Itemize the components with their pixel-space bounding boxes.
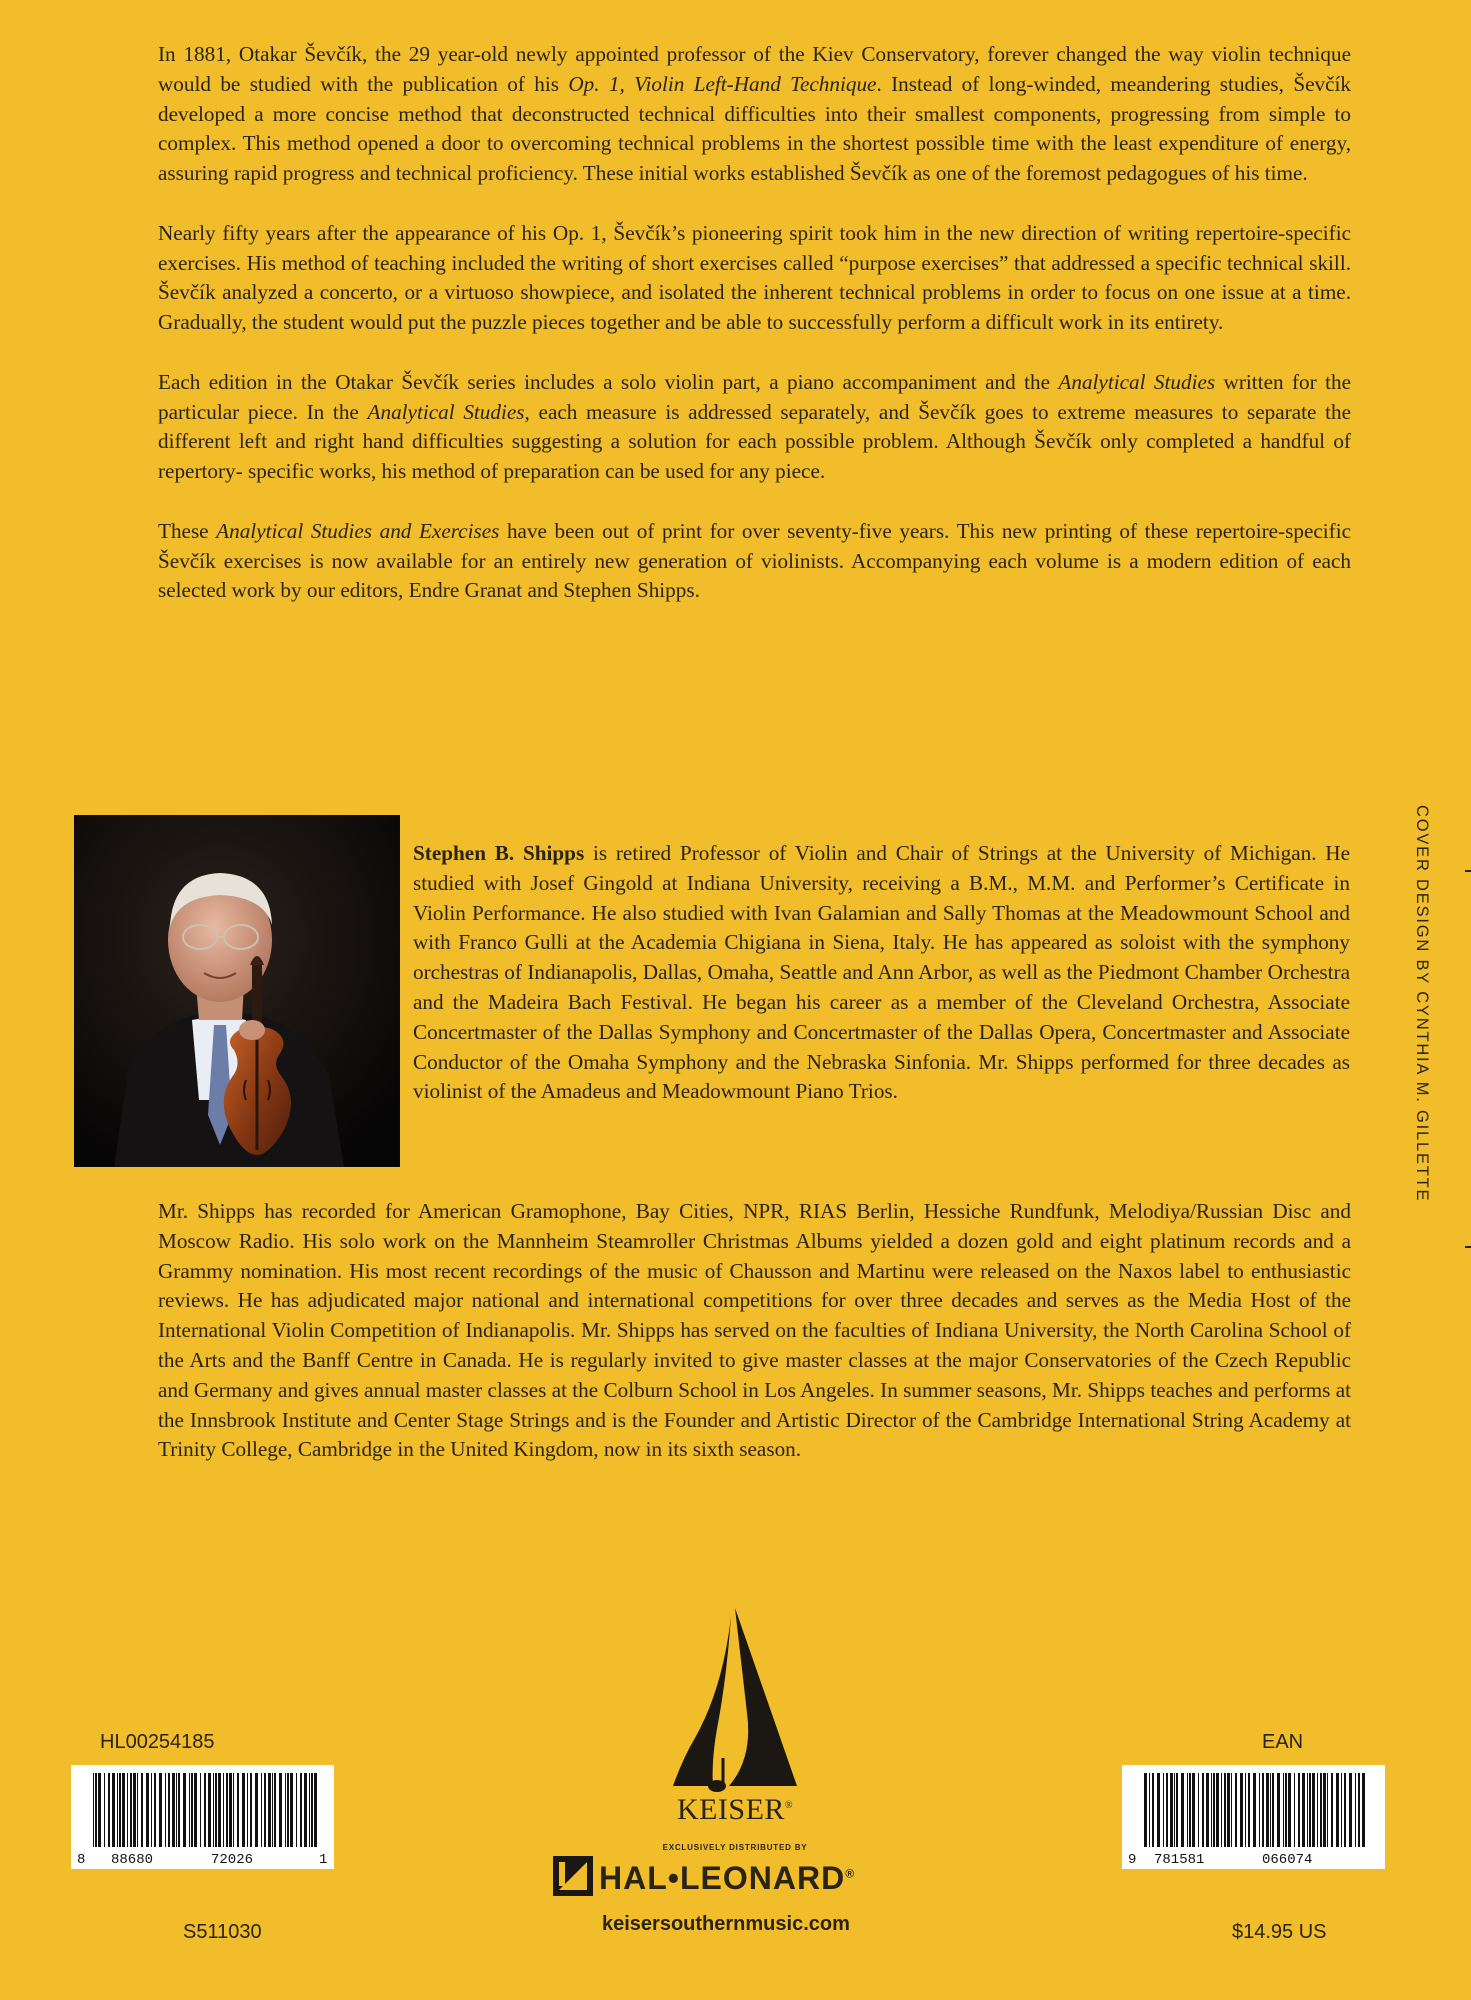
barcode-bar [146, 1773, 149, 1847]
barcode-bar [95, 1773, 97, 1847]
barcode-bar [242, 1773, 245, 1847]
barcode-bar [183, 1773, 186, 1847]
barcode-bar [1317, 1773, 1318, 1847]
barcode-digit: 066074 [1262, 1852, 1313, 1868]
barcode-bar [1149, 1773, 1150, 1847]
barcode-digit: 72026 [211, 1852, 254, 1868]
barcode-bar [247, 1773, 248, 1847]
barcode-bar [261, 1773, 262, 1847]
barcode-bar [200, 1773, 201, 1847]
barcode-bar [215, 1773, 217, 1847]
price: $14.95 US [1232, 1921, 1327, 1943]
barcode-bar [1224, 1773, 1226, 1847]
barcode-bar [189, 1773, 190, 1847]
barcode-bar [1358, 1773, 1360, 1847]
barcode-bar [137, 1773, 138, 1847]
barcode-digit: 1 [319, 1852, 328, 1868]
barcode-bar [1362, 1773, 1365, 1847]
barcode-bar [1211, 1773, 1212, 1847]
barcode-bar [268, 1773, 271, 1847]
barcode-bar [1181, 1773, 1184, 1847]
barcode-bar [208, 1773, 211, 1847]
barcode-bar [1262, 1773, 1264, 1847]
barcode-bar [1309, 1773, 1311, 1847]
barcode-bar [218, 1773, 221, 1847]
barcode-bar [122, 1773, 125, 1847]
barcode-bar [1266, 1773, 1269, 1847]
barcode-bar [1216, 1773, 1219, 1847]
barcode-bar [112, 1773, 115, 1847]
barcode-bar [1336, 1773, 1339, 1847]
barcode-bar [1187, 1773, 1188, 1847]
barcode-bar [172, 1773, 175, 1847]
barcode-bar [104, 1773, 105, 1847]
barcode-bar [285, 1773, 286, 1847]
intro-paragraph-4: These Analytical Studies and Exercises have been out of print for over seventy-five years. This new printing of these repertoire-specific Ševčík exercises is now available for an entirely new generation of violinists. Accompanying each volume is a modern edition of each selected work by our editors, Endre Granat and Stephen Shipps. [158, 518, 1351, 603]
barcode-bar [176, 1773, 177, 1847]
barcode-bar [250, 1773, 252, 1847]
barcode-bar [165, 1773, 166, 1847]
barcode-bar [1320, 1773, 1322, 1847]
barcode-bar [1349, 1773, 1352, 1847]
barcode-bar [1248, 1773, 1250, 1847]
intro-paragraph-3: Each edition in the Otakar Ševčík series includes a solo violin part, a piano accompaniment and the Analytical Studies written for the particular piece. In the Analytical Studies, each measure is addressed separately, and Ševčík goes to extreme measures to separate the different left and right hand difficulties suggesting a solution for each possible problem. Although Ševčík only completed a handful of repertory- specific works, his method of preparation can be used for any piece. [158, 369, 1351, 484]
barcode-bar [1285, 1773, 1287, 1847]
hal-leonard-wordmark: HAL•LEONARD® [599, 1860, 856, 1896]
barcode-bar [1206, 1773, 1209, 1847]
distributed-by: EXCLUSIVELY DISTRIBUTED BY [662, 1843, 808, 1852]
barcode-bar [154, 1773, 156, 1847]
barcode-bar [229, 1773, 232, 1847]
barcode-bar [194, 1773, 197, 1847]
barcode-bar [1288, 1773, 1291, 1847]
barcode-bar [237, 1773, 239, 1847]
barcode-bar [1259, 1773, 1260, 1847]
barcode-bar [213, 1773, 214, 1847]
author-name: Stephen B. Shipps [413, 841, 585, 865]
barcode-bar [1202, 1773, 1204, 1847]
barcode-bar [300, 1773, 302, 1847]
barcode-bar [119, 1773, 121, 1847]
barcode-bar [191, 1773, 193, 1847]
author-bio-continued: Mr. Shipps has recorded for American Gramophone, Bay Cities, NPR, RIAS Berlin, Hessiche Rundfunk, Melodiya/Russian Disc and Moscow Radio. His solo work on the Mannheim Steamroller Christmas Albums yielded a dozen gold and eight platinum records and a Grammy nomination. His most recent recordings of the music of Chausson and Martinu were released on the Naxos label to enthusiastic reviews. He has adjudicated major national and international competitions for over three decades and serves as the Media Host of the International Violin Competition of Indianapolis. Mr. Shipps has served on the faculties of Indiana University, the North Carolina School of the Arts and the Banff Centre in Canada. He is regularly invited to give master classes at the major Conservatories of the Czech Republic and Germany and gives annual master classes at the Colburn School in Los Angeles. In summer seasons, Mr. Shipps teaches and performs at the Innsbrook Institute and Center Stage Strings and is the Founder and Artistic Director of the Cambridge International String Academy at Trinity College, Cambridge in the United Kingdom, now in its sixth season. [158, 1199, 1351, 1462]
barcode-bar [1170, 1773, 1173, 1847]
barcode-bar [1272, 1773, 1274, 1847]
barcode-bar [1270, 1773, 1271, 1847]
barcode-bar [279, 1773, 282, 1847]
barcode-bar [290, 1773, 293, 1847]
barcode-digit: 88680 [111, 1852, 154, 1868]
barcode-bar [296, 1773, 297, 1847]
barcode-bar [1231, 1773, 1232, 1847]
barcode-bar [108, 1773, 110, 1847]
barcode-bar [223, 1773, 224, 1847]
barcode-bar [1277, 1773, 1280, 1847]
barcode-bar [311, 1773, 313, 1847]
barcode-bar [1253, 1773, 1256, 1847]
barcode-bar [1198, 1773, 1199, 1847]
barcode-bar [272, 1773, 273, 1847]
barcode-bar [1235, 1773, 1237, 1847]
barcode-bar [98, 1773, 101, 1847]
barcode-bar [1323, 1773, 1326, 1847]
barcode-bar [1331, 1773, 1333, 1847]
barcode-bar [1144, 1773, 1147, 1847]
barcode-bar [1341, 1773, 1342, 1847]
barcode-bar [1189, 1773, 1191, 1847]
barcode-bar [233, 1773, 234, 1847]
barcode-bar [1221, 1773, 1222, 1847]
barcode-bar [1355, 1773, 1356, 1847]
barcode-bar [1163, 1773, 1164, 1847]
barcode-digit: 9 [1128, 1852, 1137, 1868]
barcode-bar [1307, 1773, 1308, 1847]
barcode-bar [226, 1773, 228, 1847]
barcode-bar [1174, 1773, 1175, 1847]
barcode-bar [1294, 1773, 1295, 1847]
cover-design-credit: COVER DESIGN BY CYNTHIA M. GILLETTE [1413, 805, 1431, 1203]
ean-label: EAN [1262, 1731, 1304, 1753]
barcode-bar [93, 1773, 94, 1847]
hl-code: HL00254185 [100, 1731, 215, 1753]
intro-paragraph-2: Nearly fifty years after the appearance of his Op. 1, Ševčík’s pioneering spirit took him in the new direction of writing repertoire-specific exercises. His method of teaching included the writing of short exercises called “purpose exercises” that addressed a specific technical skill. Ševčík analyzed a concerto, or a virtuoso showpiece, and isolated the inherent technical problems in order to focus on one issue at a time. Gradually, the student would put the puzzle pieces together and be able to successfully perform a difficult work in its entirety. [158, 220, 1351, 335]
barcode-bar [204, 1773, 206, 1847]
barcode-bar [159, 1773, 162, 1847]
upc-barcode [71, 1765, 334, 1869]
barcode-bar [255, 1773, 258, 1847]
barcode-bar [168, 1773, 170, 1847]
author-bio: Stephen B. Shipps is retired Professor of Violin and Chair of Strings at the University of Michigan. He studied with Josef Gingold at Indiana University, receiving a B.M., M.M. and Performer’s Certificate in Violin Performance. He also studied with Ivan Galamian and Sally Thomas at the Meadowmount School and with Franco Gulli at the Academia Chigiana in Siena, Italy. He has appeared as soloist with the symphony orchestras of Indianapolis, Dallas, Omaha, Seattle and Ann Arbor, as well as the Piedmont Chamber Orchestra and the Madeira Bach Festival. He began his career as a member of the Cleveland Orchestra, Associate Concertmaster of the Dallas Symphony and Concertmaster of the Dallas Opera, Concertmaster and Associate Conductor of the Omaha Symphony and the Nebraska Sinfonia. Mr. Shipps performed for three decades as violinist of the Amadeus and Meadowmount Piano Trios. [413, 841, 1350, 1104]
barcode-bar [1227, 1773, 1230, 1847]
barcode-bar [1344, 1773, 1346, 1847]
barcode-bar [1283, 1773, 1284, 1847]
barcode-bar [1213, 1773, 1215, 1847]
barcode-bar [287, 1773, 289, 1847]
barcode-bar [1176, 1773, 1178, 1847]
hal-leonard-icon [553, 1856, 593, 1901]
barcode-bar [1152, 1773, 1154, 1847]
barcode-bar [130, 1773, 132, 1847]
trim-mark [1465, 1246, 1471, 1248]
barcode-bar [1312, 1773, 1315, 1847]
hal-leonard-logo [553, 1856, 855, 1901]
barcode-bar [1245, 1773, 1246, 1847]
intro-text [158, 40, 1351, 606]
barcode-bar [314, 1773, 317, 1847]
barcode-bar [151, 1773, 152, 1847]
trim-mark [1465, 870, 1471, 872]
barcode-bar [117, 1773, 118, 1847]
barcode-bar [178, 1773, 180, 1847]
barcode-bar [141, 1773, 143, 1847]
barcode-bar [1192, 1773, 1195, 1847]
barcode-bar [1166, 1773, 1168, 1847]
barcode-bar [1240, 1773, 1243, 1847]
ean-barcode [1122, 1765, 1385, 1869]
intro-paragraph-1: In 1881, Otakar Ševčík, the 29 year-old newly appointed professor of the Kiev Conservatory, forever changed the way violin technique would be studied with the publication of his Op. 1, Violin Left-Hand Technique. Instead of long-winded, meandering studies, Ševčík developed a more concise method that deconstructed technical difficulties into their smallest components, progressing from simple to complex. This method opened a door to overcoming technical problems in the shortest possible time with the least expenditure of energy, assuring rapid progress and technical proficiency. These initial works established Ševčík as one of the foremost pedagogues of his time. [158, 42, 1351, 186]
s-code: S511030 [183, 1921, 262, 1943]
barcode-bar [264, 1773, 266, 1847]
publisher-url[interactable]: keisersouthernmusic.com [602, 1913, 850, 1935]
barcode-bar [309, 1773, 310, 1847]
keiser-wordmark: KEISER® [676, 1793, 794, 1826]
barcode-bar [1327, 1773, 1328, 1847]
barcode-bar [1302, 1773, 1305, 1847]
barcode-digit: 781581 [1154, 1852, 1205, 1868]
barcode-bar [274, 1773, 276, 1847]
barcode-bar [1298, 1773, 1300, 1847]
barcode-digit: 8 [77, 1852, 86, 1868]
barcode-bar [133, 1773, 136, 1847]
barcode-bar [1157, 1773, 1160, 1847]
author-photo [74, 815, 400, 1167]
barcode-bar [127, 1773, 128, 1847]
barcode-bar [304, 1773, 307, 1847]
